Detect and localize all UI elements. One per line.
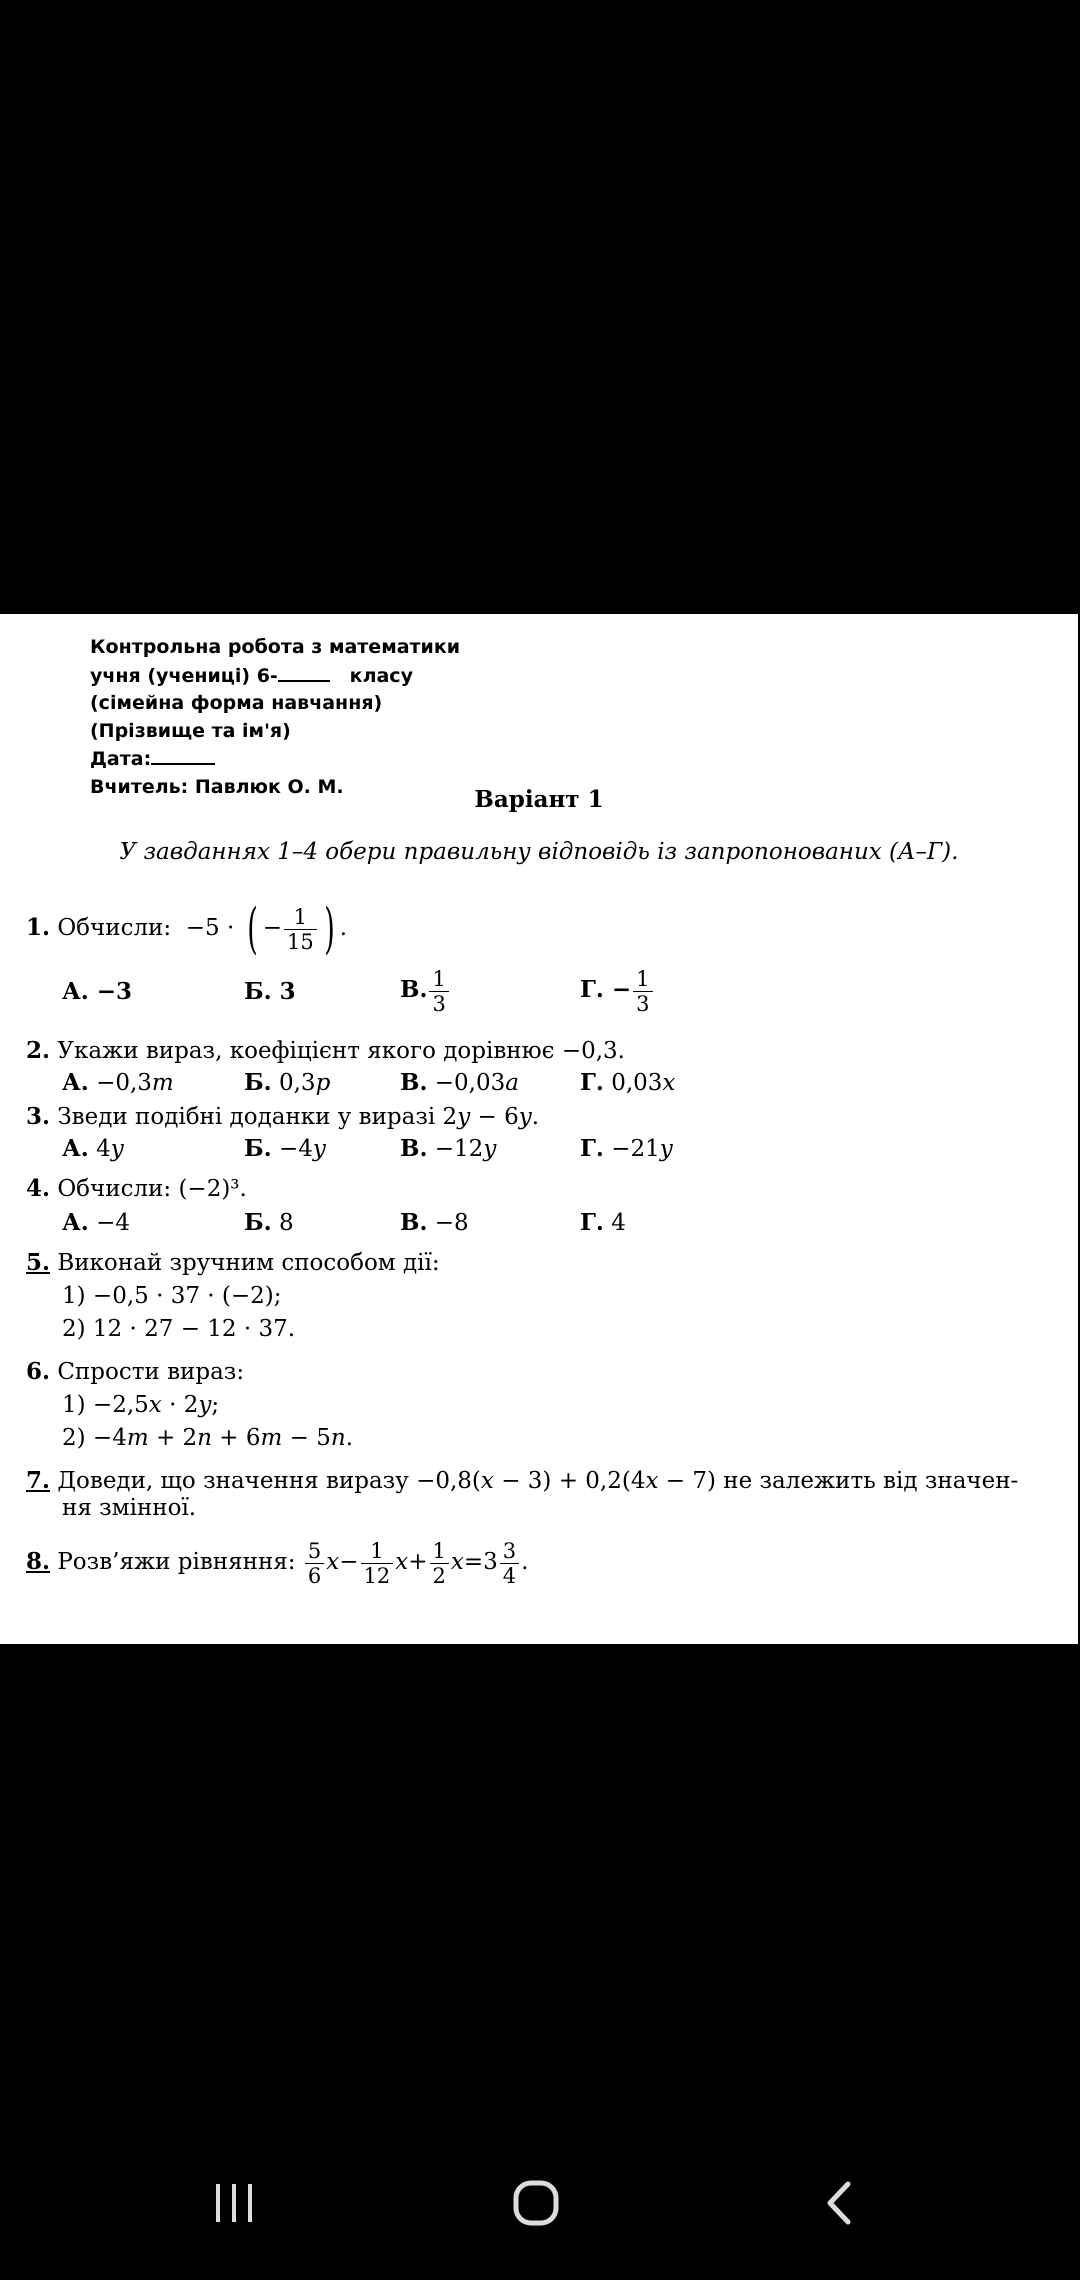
home-icon	[512, 2180, 562, 2226]
task-7: 7. Доведи, що значення виразу −0,8(x − 3) + 0,2(4x − 7) не залежить від значен-	[26, 1467, 1019, 1494]
header-date: Дата:	[90, 745, 460, 774]
header-name: (Прізвище та ім'я)	[90, 719, 291, 742]
task-6: 6. Спрости вираз:	[26, 1358, 245, 1385]
fraction-1-15: $\frac{1}{15}$	[284, 905, 317, 954]
t2-answer-c: В. −0,03a	[400, 1069, 519, 1096]
header-title: Контрольна робота з математики	[90, 636, 461, 658]
task-8: 8. Розв’яжи рівняння: $\frac{5}{6}$ x− $\frac{1}{12}$ x+ $\frac{1}{2}$ x=3 $\frac{3}{4}$ .	[26, 1538, 529, 1588]
t2-answer-b: Б. 0,3p	[244, 1069, 331, 1096]
task-3: 3. Зведи подібні доданки у виразі 2y − 6y.	[26, 1103, 540, 1130]
task-1: 1. Обчисли: −5 · ( − $\frac{1}{15}$ ) .	[26, 897, 348, 960]
t4-answer-a: А. −4	[62, 1209, 130, 1236]
task-5-item-2: 2) 12 · 27 − 12 · 37.	[62, 1316, 296, 1342]
t4-answer-b: Б. 8	[244, 1209, 294, 1236]
header-class-line: учня (учениці) 6- класу	[90, 662, 460, 691]
t3-answer-d: Г. −21y	[580, 1135, 673, 1162]
task-5-item-1: 1) −0,5 · 37 · (−2);	[62, 1283, 282, 1309]
t4-answer-d: Г. 4	[580, 1209, 626, 1236]
back-icon	[822, 2180, 856, 2226]
t1-answer-d: Г. − $\frac{1}{3}$	[580, 960, 655, 1020]
header-form: (сімейна форма навчання)	[90, 692, 383, 714]
variant-title: Варіант 1	[474, 786, 604, 813]
t2-answer-d: Г. 0,03x	[580, 1069, 676, 1096]
t3-answer-c: В. −12y	[400, 1135, 497, 1162]
t3-answer-a: А. 4y	[62, 1135, 124, 1162]
home-button[interactable]	[512, 2180, 562, 2230]
task-6-item-2: 2) −4m + 2n + 6m − 5n.	[62, 1425, 354, 1451]
t1-answer-a: А. −3	[62, 978, 133, 1005]
task-4: 4. Обчисли: (−2)³.	[26, 1175, 247, 1202]
t1-answer-c: В. $\frac{1}{3}$	[400, 960, 451, 1020]
document-page	[0, 614, 1078, 1644]
task-2: 2. Укажи вираз, коефіцієнт якого дорівнює −0,3.	[26, 1037, 625, 1064]
class-blank	[278, 662, 330, 682]
task-7-line-2: ня змінної.	[62, 1495, 197, 1521]
date-blank	[151, 745, 215, 765]
back-button[interactable]	[822, 2180, 856, 2230]
document-header	[90, 634, 460, 801]
t2-answer-a: А. −0,3m	[62, 1069, 174, 1096]
t3-answer-b: Б. −4y	[244, 1135, 326, 1162]
task-6-item-1: 1) −2,5x · 2y;	[62, 1392, 220, 1418]
t1-answer-b: Б. 3	[244, 978, 296, 1005]
instructions: У завданнях 1–4 обери правильну відповідь із запропонованих (А–Г).	[119, 839, 959, 865]
recent-apps-button[interactable]	[212, 2180, 258, 2230]
recent-apps-icon	[212, 2180, 258, 2226]
header-teacher: Вчитель: Павлюк О. М.	[90, 775, 344, 798]
task-5: 5. Виконай зручним способом дії:	[26, 1249, 440, 1276]
t4-answer-c: В. −8	[400, 1209, 469, 1236]
